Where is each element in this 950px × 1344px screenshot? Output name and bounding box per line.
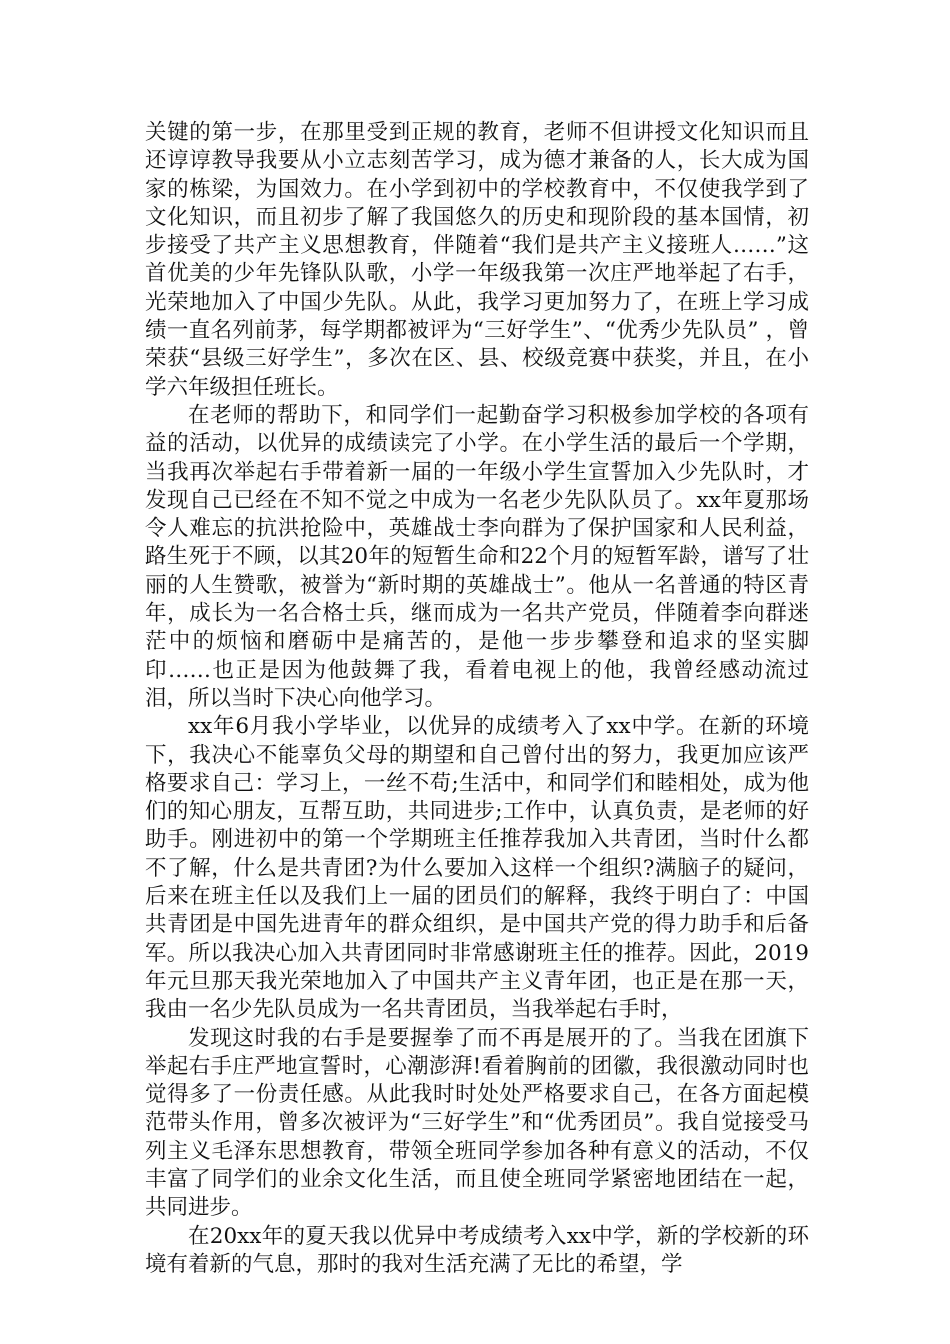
paragraph-3: xx年6月我小学毕业，以优异的成绩考入了xx中学。在新的环境下，我决心不能辜负父母的期望和自己曾付出的努力，我更加应该严格要求自己：学习上，一丝不苟;生活中，和同学们和睦相处，成为他们的知心朋友，互帮互助，共同进步;工作中，认真负责，是老师的好助手。刚进初中的第一个学期班主任推荐我加入共青团，当时什么都不了解，什么是共青团?为什么要加入这样一个组织?满脑子的疑问，后来在班主任以及我们上一届的团员们的解释，我终于明白了：中国共青团是中国先进青年的群众组织，是中国共产党的得力助手和后备军。所以我决心加入共青团同时非常感谢班主任的推荐。因此，2019年元旦那天我光荣地加入了中国共产主义青年团，也正是在那一天，我由一名少先队员成为一名共青团员，当我举起右手时， xyxy=(145,714,809,1023)
paragraph-5: 在20xx年的夏天我以优异中考成绩考入xx中学，新的学校新的环境有着新的气息，那时的我对生活充满了无比的希望，学 xyxy=(145,1223,809,1277)
paragraph-4: 发现这时我的右手是要握拳了而不再是展开的了。当我在团旗下举起右手庄严地宣誓时，心潮澎湃!看着胸前的团徽，我很激动同时也觉得多了一份责任感。从此我时时处处严格要求自己，在各方面起模范带头作用，曾多次被评为“三好学生”和“优秀团员”。我自觉接受马列主义毛泽东思想教育，带领全班同学参加各种有意义的活动，不仅丰富了同学们的业余文化生活，而且使全班同学紧密地团结在一起，共同进步。 xyxy=(145,1025,809,1221)
paragraph-2: 在老师的帮助下，和同学们一起勤奋学习积极参加学校的各项有益的活动，以优异的成绩读完了小学。在小学生活的最后一个学期，当我再次举起右手带着新一届的一年级小学生宣誓加入少先队时，才发现自己已经在不知不觉之中成为一名老少先队队员了。xx年夏那场令人难忘的抗洪抢险中，英雄战士李向群为了保护国家和人民利益，路生死于不顾，以其20年的短暂生命和22个月的短暂军龄，谱写了壮丽的人生赞歌，被誉为“新时期的英雄战士”。他从一名普通的特区青年，成长为一名合格士兵，继而成为一名共产党员，伴随着李向群迷茫中的烦恼和磨砺中是痛苦的，是他一步步攀登和追求的坚实脚印……也正是因为他鼓舞了我，看着电视上的他，我曾经感动流过泪，所以当时下决心向他学习。 xyxy=(145,402,809,711)
document-page xyxy=(145,119,809,1279)
paragraph-1: 关键的第一步，在那里受到正规的教育，老师不但讲授文化知识而且还谆谆教导我要从小立志刻苦学习，成为德才兼备的人，长大成为国家的栋梁，为国效力。在小学到初中的学校教育中，不仅使我学到了文化知识，而且初步了解了我国悠久的历史和现阶段的基本国情，初步接受了共产主义思想教育，伴随着“我们是共产主义接班人……”这首优美的少年先锋队队歌，小学一年级我第一次庄严地举起了右手，光荣地加入了中国少先队。从此，我学习更加努力了，在班上学习成绩一直名列前茅，每学期都被评为“三好学生”、“优秀少先队员” ，曾荣获“县级三好学生”，多次在区、县、校级竞赛中获奖，并且，在小学六年级担任班长。 xyxy=(145,120,809,400)
